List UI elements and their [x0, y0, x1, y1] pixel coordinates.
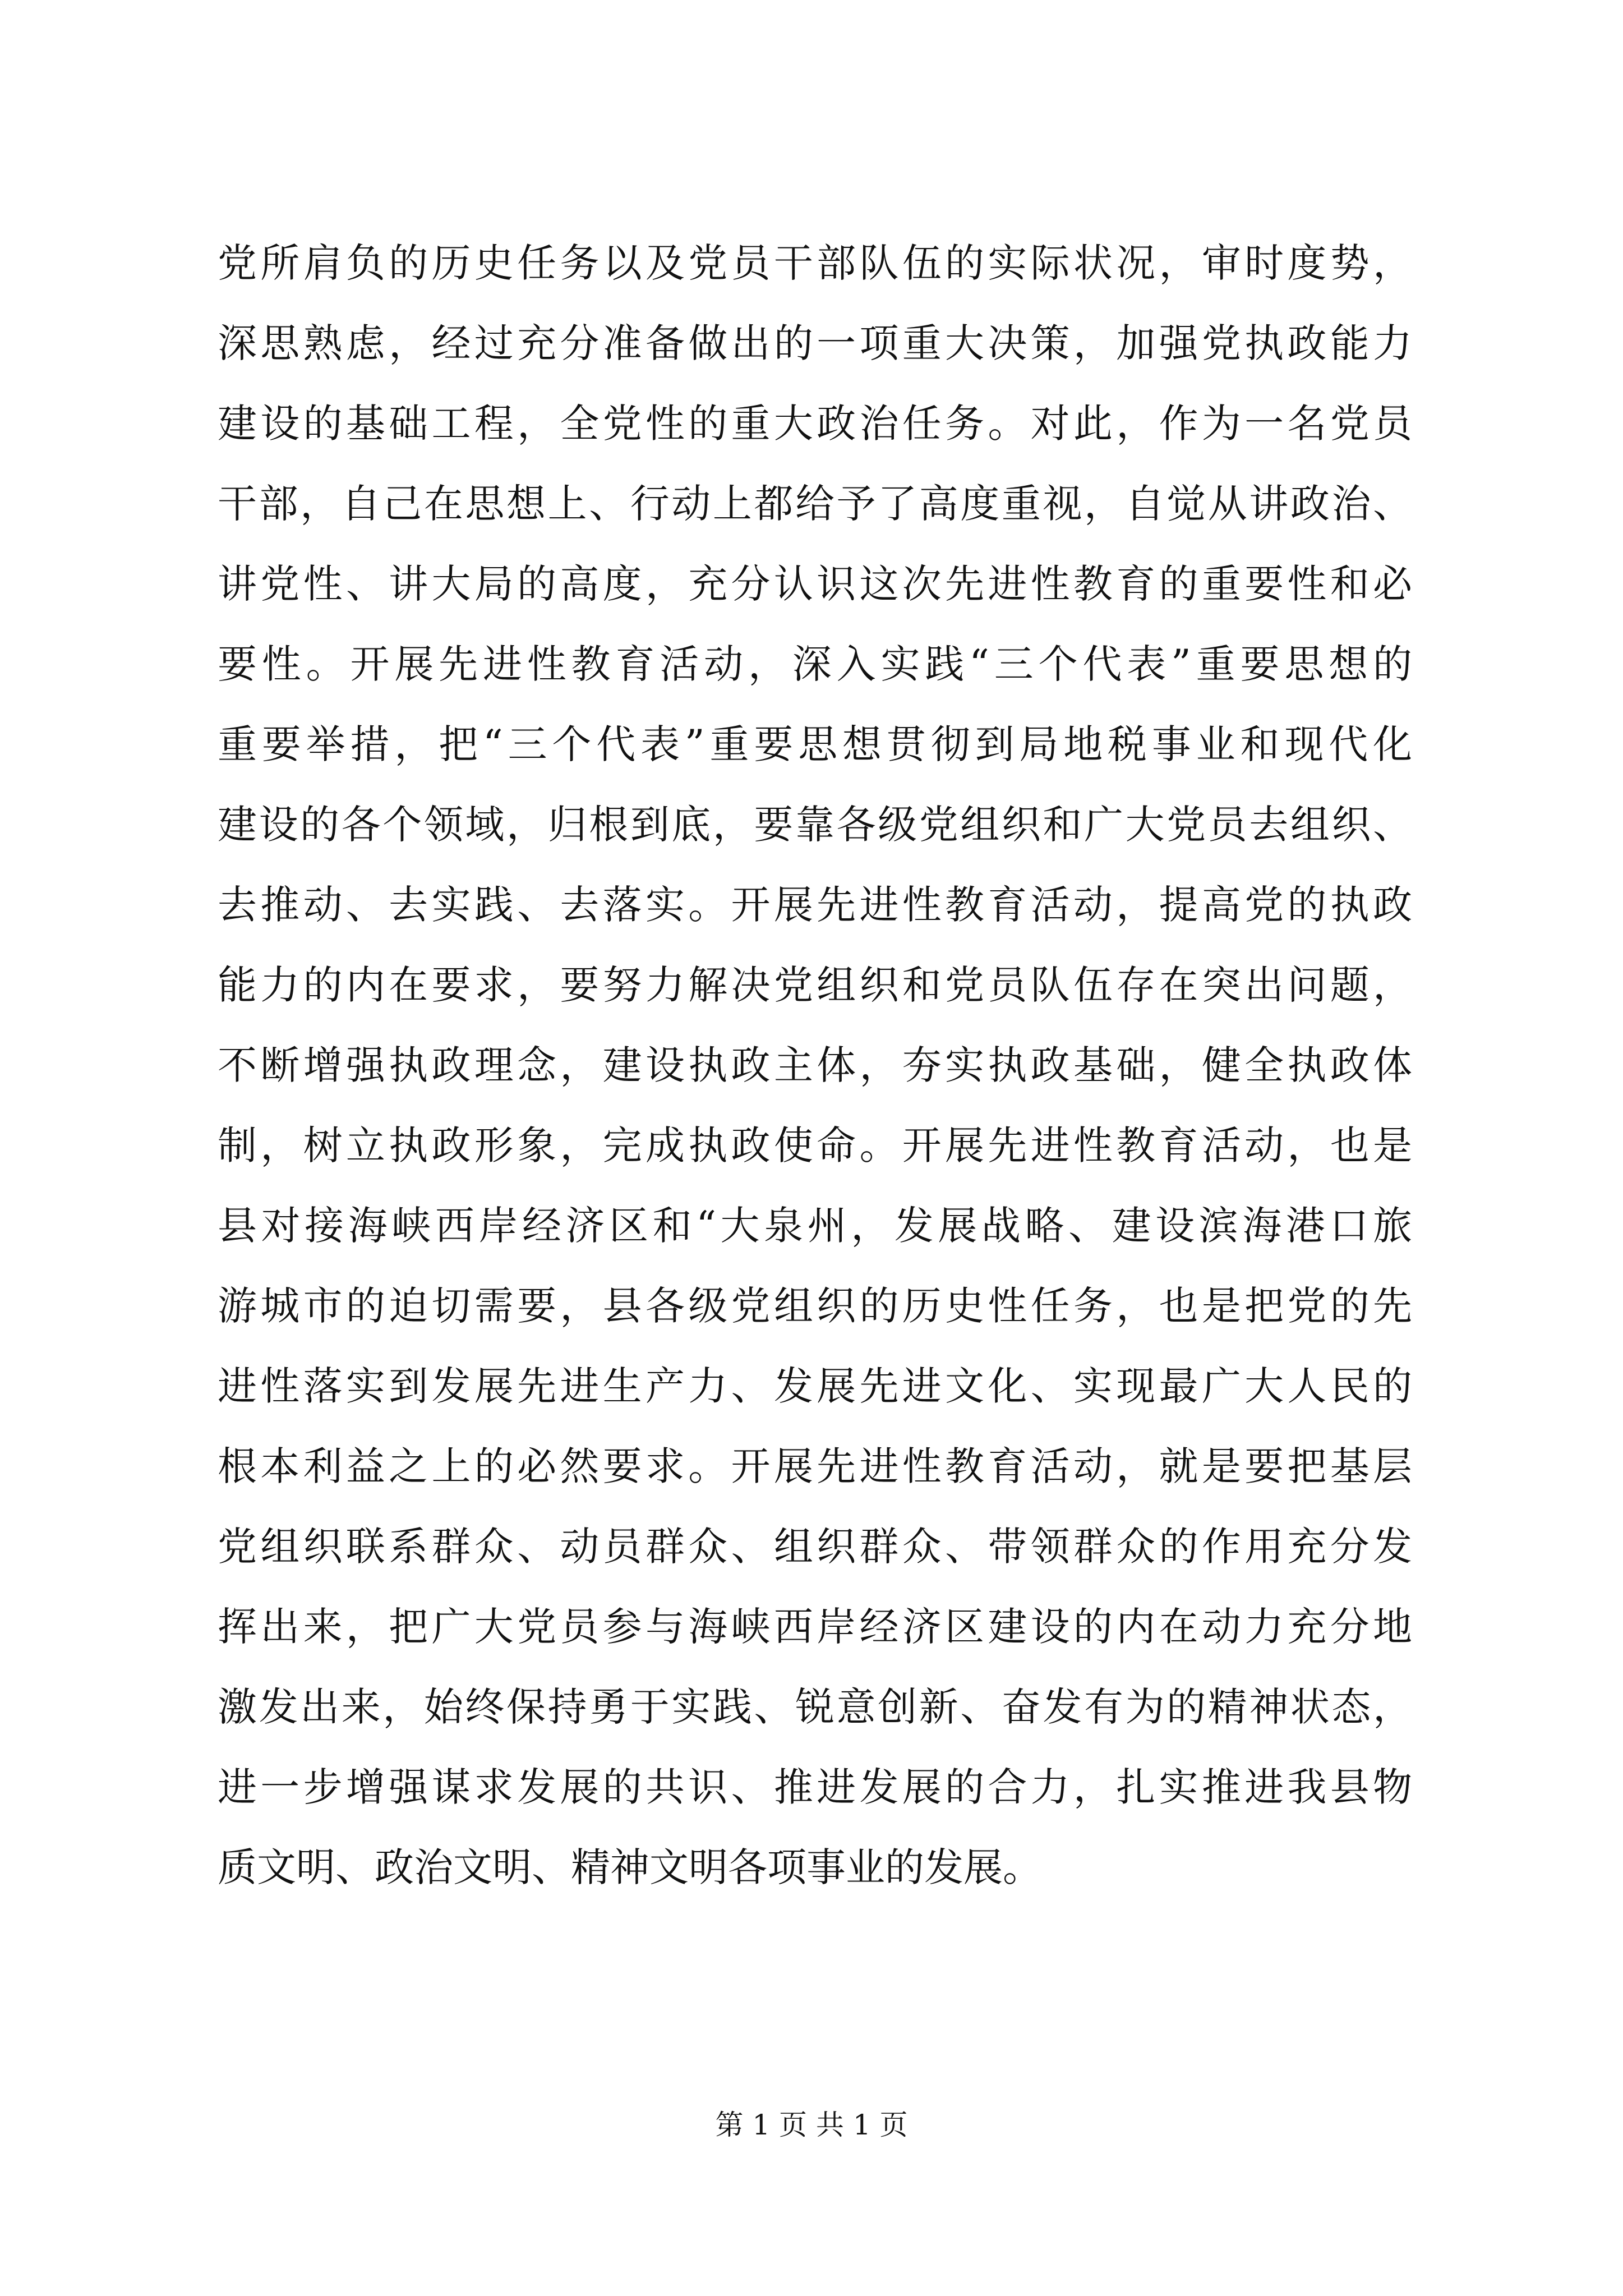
text-line: 党组织联系群众、动员群众、组织群众、带领群众的作用充分发 — [218, 1524, 1412, 1570]
text-line: 要性。开展先进性教育活动，深入实践“三个代表”重要思想的 — [218, 641, 1412, 687]
text-line: 建设的各个领域，归根到底，要靠各级党组织和广大党员去组织、 — [218, 802, 1412, 848]
text-line: 质文明、政治文明、精神文明各项事业的发展。 — [218, 1844, 1042, 1890]
text-line: 游城市的迫切需要，县各级党组织的历史性任务，也是把党的先 — [218, 1283, 1412, 1329]
body-paragraph — [218, 223, 1412, 1908]
text-line: 去推动、去实践、去落实。开展先进性教育活动，提高党的执政 — [218, 882, 1412, 928]
text-line: 制，树立执政形象，完成执政使命。开展先进性教育活动，也是 — [218, 1122, 1412, 1168]
text-line: 干部，自己在思想上、行动上都给予了高度重视，自觉从讲政治、 — [218, 481, 1412, 527]
text-line: 激发出来，始终保持勇于实践、锐意创新、奋发有为的精神状态， — [218, 1684, 1412, 1730]
text-line: 县对接海峡西岸经济区和“大泉州，发展战略、建设滨海港口旅 — [218, 1203, 1412, 1249]
text-line: 深思熟虑，经过充分准备做出的一项重大决策，加强党执政能力 — [218, 320, 1412, 366]
text-line: 挥出来，把广大党员参与海峡西岸经济区建设的内在动力充分地 — [218, 1604, 1412, 1650]
text-line: 根本利益之上的必然要求。开展先进性教育活动，就是要把基层 — [218, 1443, 1412, 1489]
text-line: 建设的基础工程，全党性的重大政治任务。对此，作为一名党员 — [218, 401, 1412, 447]
text-line: 党所肩负的历史任务以及党员干部队伍的实际状况，审时度势， — [218, 240, 1412, 286]
text-line: 讲党性、讲大局的高度，充分认识这次先进性教育的重要性和必 — [218, 561, 1412, 607]
text-line: 进一步增强谋求发展的共识、推进发展的合力，扎实推进我县物 — [218, 1764, 1412, 1810]
text-line: 能力的内在要求，要努力解决党组织和党员队伍存在突出问题， — [218, 962, 1412, 1008]
text-line: 不断增强执政理念，建设执政主体，夯实执政基础，健全执政体 — [218, 1042, 1412, 1088]
text-line: 重要举措，把“三个代表”重要思想贯彻到局地税事业和现代化 — [218, 721, 1412, 767]
text-line: 进性落实到发展先进生产力、发展先进文化、实现最广大人民的 — [218, 1363, 1412, 1409]
page-number-footer: 第 1 页 共 1 页 — [715, 2109, 908, 2141]
